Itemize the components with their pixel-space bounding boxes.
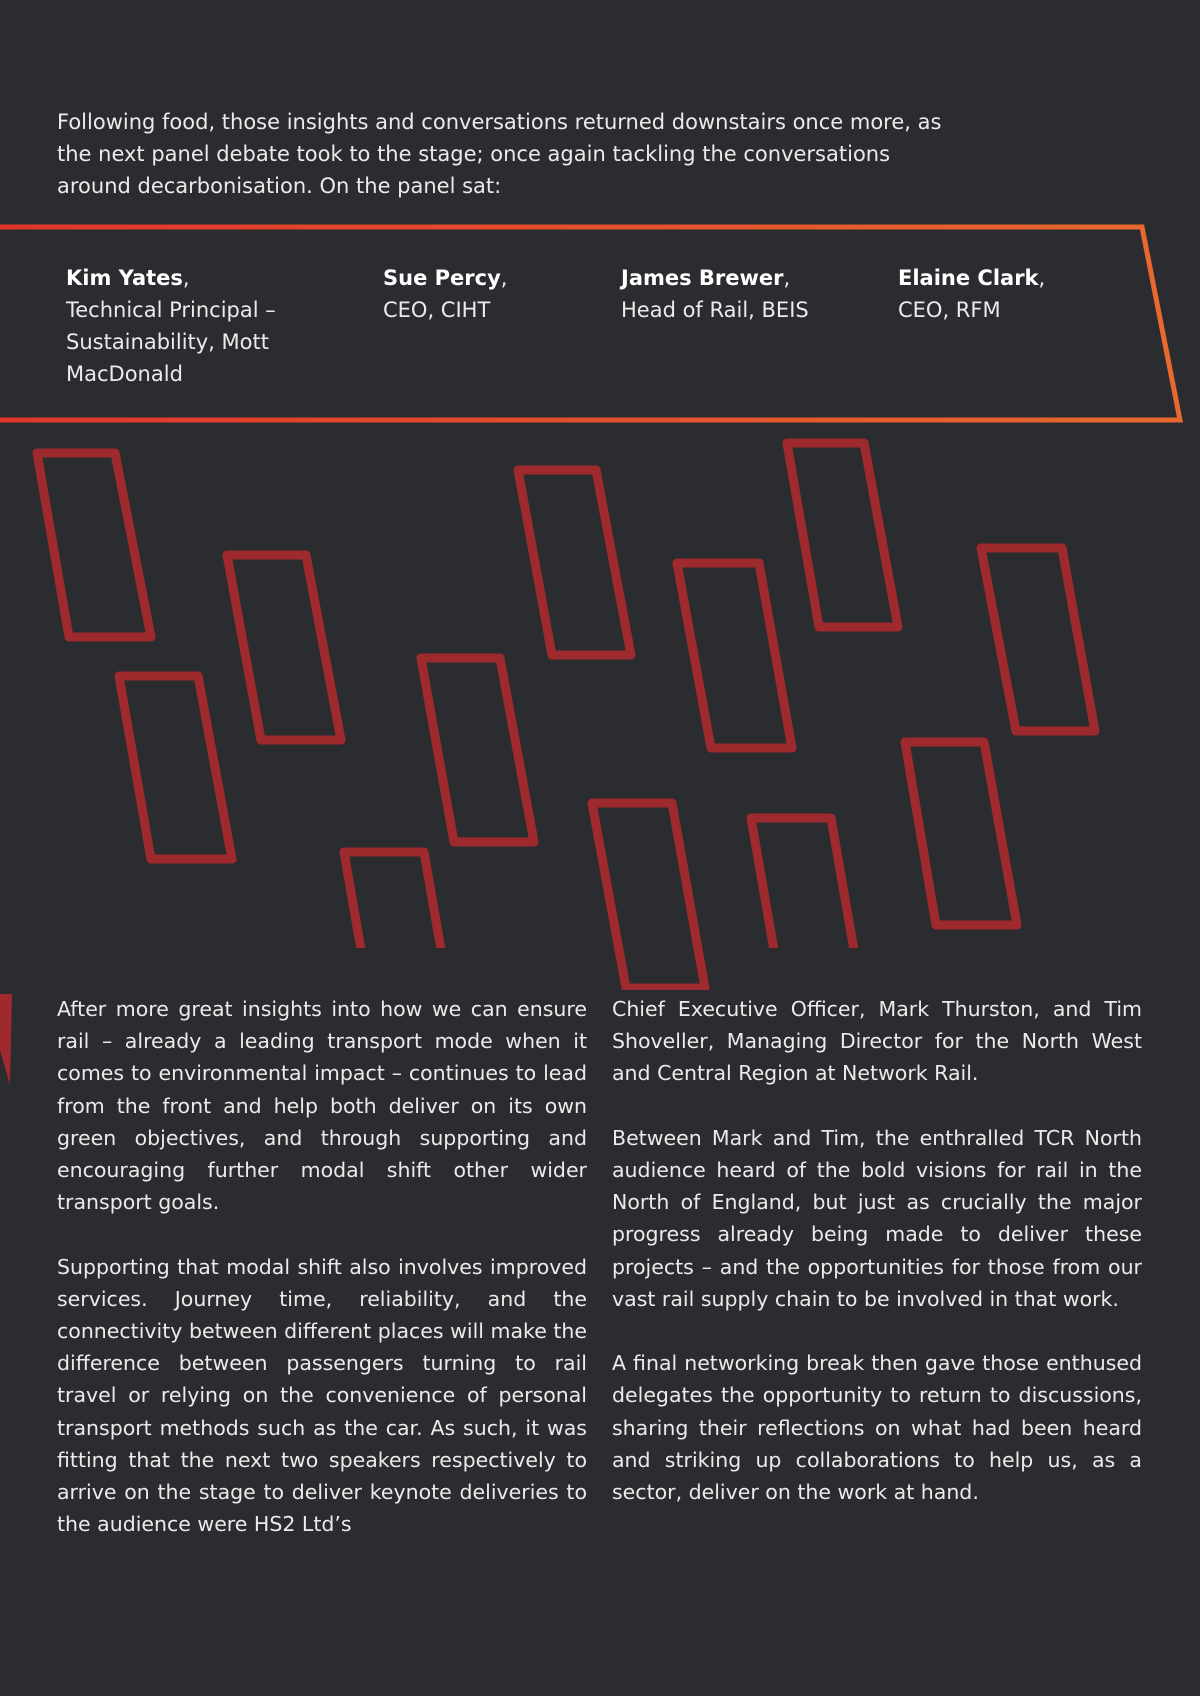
decor-shape (677, 563, 792, 748)
panelist-elaine-clark: Elaine Clark, CEO, RFM (898, 262, 1138, 326)
panelist-name: James Brewer (621, 266, 784, 290)
intro-paragraph: Following food, those insights and conversations returned downstairs once more, as the next panel debate took to the stage; once again tackling the conversations around decarbonisation. On the panel sat: (57, 110, 942, 198)
decor-shape (905, 742, 1017, 925)
decor-shape (592, 803, 705, 988)
decorative-parallelograms (0, 430, 1200, 990)
body-paragraph: After more great insights into how we can ensure rail – already a leading transport mode when it comes to environmental impact – continues to lead from the front and help both deliver on its own green objectives, and through supporting and encouraging further modal shift other wider transport goals. (57, 997, 587, 1215)
decor-shape (981, 548, 1095, 731)
panelist-james-brewer: James Brewer, Head of Rail, BEIS (621, 262, 881, 326)
decor-shape (751, 818, 863, 990)
body-column-right (612, 993, 1142, 1540)
decor-shape (787, 443, 898, 627)
decor-shape (227, 555, 341, 740)
panelist-name: Sue Percy (383, 266, 501, 290)
panelist-kim-yates: Kim Yates, Technical Principal – Sustainability, Mott MacDonald (66, 262, 336, 390)
decor-shape (119, 676, 232, 859)
decor-shape (344, 852, 456, 990)
decor-shape (518, 470, 631, 655)
body-paragraph: Between Mark and Tim, the enthralled TCR North audience heard of the bold visions for rail in the North of England, but just as crucially the major progress already being made to deliver these projects – and the opportunities for those from our vast rail supply chain to be involved in that work. (612, 1125, 1142, 1311)
panelist-sue-percy: Sue Percy, CEO, CIHT (383, 262, 593, 326)
panelist-role: Technical Principal – Sustainability, Mott MacDonald (66, 298, 276, 386)
decor-shape (421, 658, 534, 842)
edge-decor-shard (0, 990, 16, 1090)
panelist-role: CEO, CIHT (383, 298, 491, 322)
body-paragraph: Chief Executive Officer, Mark Thurston, and Tim Shoveller, Managing Director for the North West and Central Region at Network Rail. (612, 997, 1142, 1086)
body-column-left (57, 993, 587, 1573)
panelist-role: Head of Rail, BEIS (621, 298, 809, 322)
panelist-role: CEO, RFM (898, 298, 1001, 322)
body-paragraph: Supporting that modal shift also involves improved services. Journey time, reliability, and the connectivity between different places will make the difference between passengers turning to rail travel or relying on the convenience of personal transport methods such as the car. As such, it was fitting that the next two speakers respectively to arrive on the stage to deliver keynote deliveries to the audience were HS2 Ltd’s (57, 1254, 587, 1537)
panelist-name: Kim Yates (66, 266, 183, 290)
decor-shape (37, 453, 151, 637)
panelist-name: Elaine Clark (898, 266, 1039, 290)
body-paragraph: A final networking break then gave those enthused delegates the opportunity to return to discussions, sharing their reflections on what had been heard and striking up collaborations to help us, as a sector, deliver on the work at hand. (612, 1351, 1142, 1505)
